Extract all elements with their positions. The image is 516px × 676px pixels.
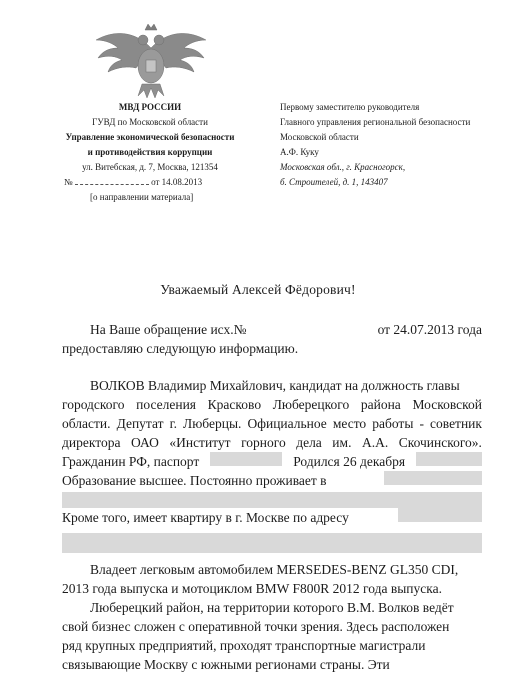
redacted-passport	[210, 452, 282, 466]
intro-paragraph	[62, 320, 482, 358]
department-name: ГУВД по Московской области	[92, 117, 208, 127]
biography-paragraph	[62, 376, 482, 508]
apartment-label: Кроме того, имеет квартиру в г. Москве по адресу	[62, 510, 349, 525]
recipient-address-1: Московская обл., г. Красногорск,	[280, 162, 406, 172]
letter-date: от 14.08.2013	[151, 177, 203, 187]
apartment-line-1	[62, 508, 482, 527]
redacted-apartment-address-continued	[62, 533, 482, 553]
intro-request-date: от 24.07.2013 года	[377, 322, 482, 337]
intro-line-2: предоставляю следующую информацию.	[62, 341, 299, 356]
vehicles-line-2: 2013 года выпуска и мотоциклом BMW F800R 2012 года выпуска.	[62, 581, 442, 596]
ministry-name: МВД РОССИИ	[118, 102, 182, 112]
recipient-block	[280, 100, 510, 190]
request-number-blank	[287, 320, 337, 334]
registration-line	[50, 175, 250, 190]
district-line-1: Люберецкий район, на территории которого В.М. Волков ведёт	[90, 600, 454, 615]
district-line-3: ряд крупных предприятий, проходят транспортные магистрали	[62, 638, 426, 653]
salutation: Уважаемый Алексей Фёдорович!	[160, 282, 356, 297]
recipient-address-2: б. Строителей, д. 1, 143407	[280, 177, 388, 187]
double-headed-eagle-emblem	[92, 18, 210, 100]
vehicles-paragraph	[62, 560, 482, 598]
redacted-residence-continued	[62, 492, 482, 508]
recipient-line-3: Московской области	[280, 132, 359, 142]
passport-label: Гражданин РФ, паспорт	[62, 454, 200, 469]
apartment-paragraph	[62, 508, 482, 553]
sender-block	[50, 100, 250, 205]
bio-line-6	[62, 471, 482, 490]
recipient-line-1: Первому заместителю руководителя	[280, 102, 420, 112]
letter-subject-note: [о направлении материала]	[90, 192, 194, 202]
bio-line-2: городского поселения Красково Люберецкого района Московской	[62, 397, 482, 412]
redacted-birth-year	[416, 452, 482, 466]
intro-request-ref: На Ваше обращение исх.№	[90, 322, 247, 337]
registration-number-blank	[75, 176, 149, 185]
redacted-residence	[384, 471, 482, 485]
recipient-line-2: Главного управления региональной безопасности	[280, 117, 471, 127]
district-line-2: свой бизнес сложен с оперативной точки зрения. Здесь расположен	[62, 619, 450, 634]
sender-address: ул. Витебская, д. 7, Москва, 121354	[82, 162, 218, 172]
vehicles-line-1: Владеет легковым автомобилем MERSEDES-BENZ GL350 CDI,	[90, 562, 459, 577]
district-line-4: связывающие Москву с южными регионами страны. Эти	[62, 657, 390, 672]
redacted-apartment-address	[398, 508, 482, 522]
bio-line-5	[62, 452, 482, 471]
district-paragraph	[62, 598, 482, 674]
intro-line-1	[62, 320, 482, 339]
directorate-line-1: Управление экономической безопасности	[65, 132, 235, 142]
bio-line-1: ВОЛКОВ Владимир Михайлович, кандидат на должность главы	[90, 378, 460, 393]
number-sign: №	[64, 177, 73, 187]
directorate-line-2: и противодействия коррупции	[87, 147, 213, 157]
bio-line-4: директора ОАО «Институт горного дела им. А.А. Скочинского».	[62, 435, 482, 450]
bio-line-3: области. Депутат г. Люберцы. Официальное место работы - советник	[62, 416, 482, 431]
residence-label: Образование высшее. Постоянно проживает в	[62, 473, 327, 488]
recipient-name: А.Ф. Куку	[280, 147, 319, 157]
birth-label: Родился 26 декабря	[293, 454, 406, 469]
